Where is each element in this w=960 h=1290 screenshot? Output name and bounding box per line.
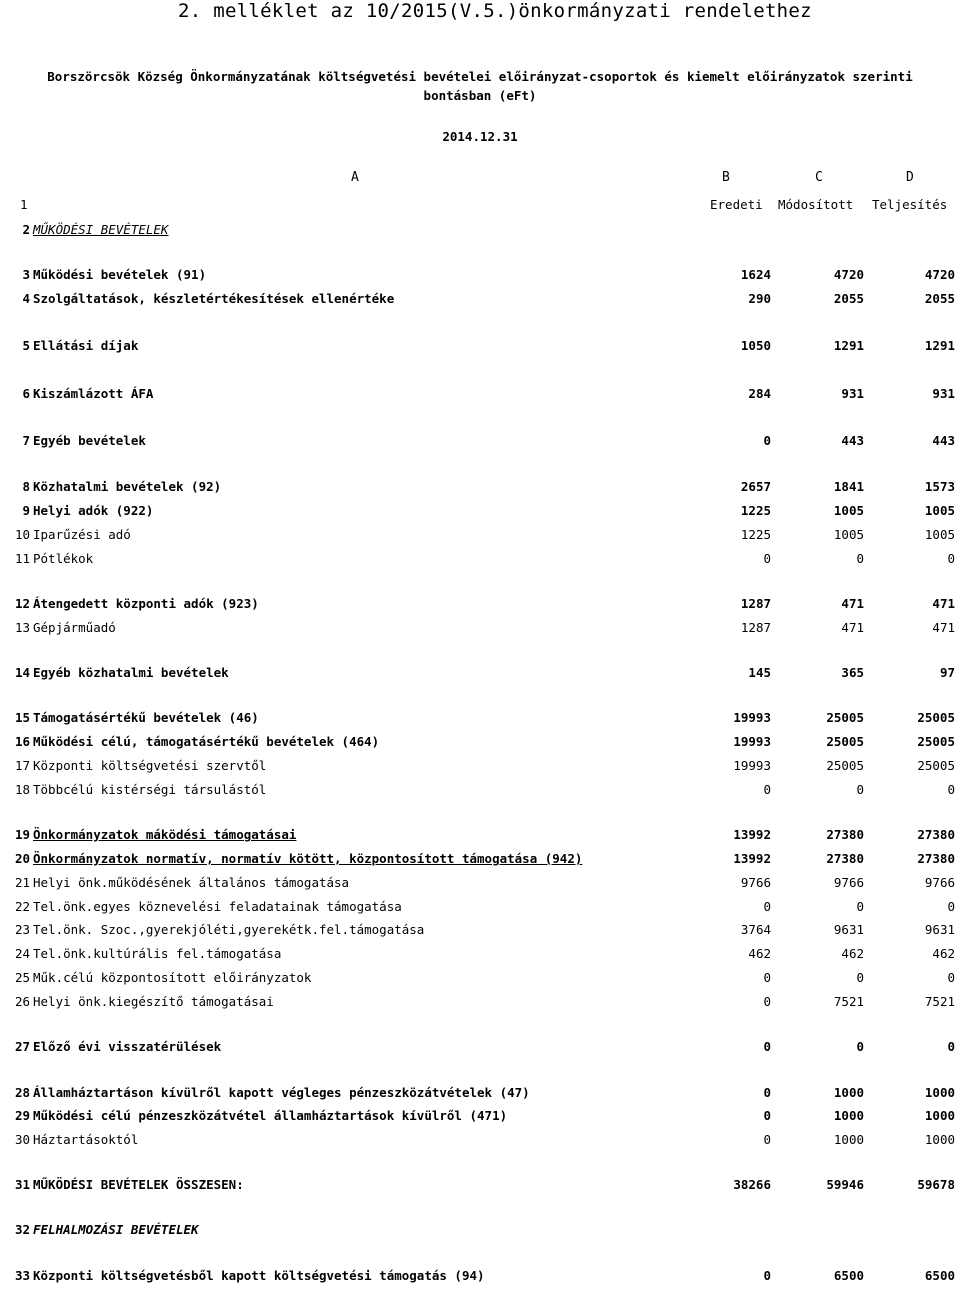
- row-number: 29: [14, 1108, 30, 1123]
- row-number: 16: [14, 734, 30, 749]
- value-original: 1287: [740, 620, 771, 635]
- value-modified: 365: [841, 665, 864, 680]
- row-label: Előző évi visszatérülések: [33, 1039, 222, 1054]
- value-original: 1624: [740, 267, 771, 282]
- value-original: 0: [763, 994, 771, 1009]
- value-modified: 1841: [833, 479, 864, 494]
- value-original: 0: [763, 970, 771, 985]
- value-modified: 9631: [833, 922, 864, 937]
- title-line-2: bontásban (eFt): [423, 88, 537, 103]
- row-label: FELHALMOZÁSI BEVÉTELEK: [33, 1222, 199, 1237]
- table-row: [0, 620, 960, 638]
- value-original: 0: [763, 899, 771, 914]
- value-completion: 9766: [924, 875, 955, 890]
- row-number: 23: [14, 922, 30, 937]
- table-row: [0, 222, 960, 240]
- value-modified: 4720: [833, 267, 864, 282]
- row-number: 7: [22, 433, 30, 448]
- table-row: [0, 1268, 960, 1286]
- value-modified: 443: [841, 433, 864, 448]
- value-original: 1225: [740, 503, 771, 518]
- value-original: 38266: [733, 1177, 771, 1192]
- table-row: [0, 734, 960, 752]
- value-original: 0: [763, 782, 771, 797]
- row-label: Önkormányzatok máködési támogatásai: [33, 827, 297, 842]
- row-number: 24: [14, 946, 30, 961]
- row-number: 15: [14, 710, 30, 725]
- row-number: 31: [14, 1177, 30, 1192]
- row-label: Működési célú pénzeszközátvétel államháztartások kívülről (471): [33, 1108, 508, 1123]
- value-completion: 4720: [924, 267, 955, 282]
- value-original: 0: [763, 551, 771, 566]
- table-row: [0, 479, 960, 497]
- row-number: 19: [14, 827, 30, 842]
- row-number: 22: [14, 899, 30, 914]
- value-modified: 25005: [826, 734, 864, 749]
- value-original: 19993: [733, 710, 771, 725]
- value-completion: 6500: [924, 1268, 955, 1283]
- value-modified: 931: [841, 386, 864, 401]
- value-original: 13992: [733, 851, 771, 866]
- row-label: Egyéb bevételek: [33, 433, 146, 448]
- column-b-header: B: [722, 170, 730, 185]
- value-modified: 7521: [833, 994, 864, 1009]
- value-modified: 0: [856, 551, 864, 566]
- row-number: 20: [14, 851, 30, 866]
- row-label: Ellátási díjak: [33, 338, 139, 353]
- value-original: 0: [763, 1132, 771, 1147]
- column-d-header: D: [906, 170, 914, 185]
- value-completion: 1000: [924, 1108, 955, 1123]
- row-number: 13: [14, 620, 30, 635]
- row-number: 12: [14, 596, 30, 611]
- value-completion: 25005: [917, 710, 955, 725]
- table-row: [0, 291, 960, 309]
- row-label: Kiszámlázott ÁFA: [33, 386, 154, 401]
- value-original: 462: [748, 946, 771, 961]
- value-completion: 59678: [917, 1177, 955, 1192]
- value-original: 1287: [740, 596, 771, 611]
- value-original: 1050: [740, 338, 771, 353]
- value-completion: 1005: [924, 503, 955, 518]
- row-label: MŰKÖDÉSI BEVÉTELEK ÖSSZESEN:: [33, 1177, 244, 1192]
- table-row: [0, 338, 960, 356]
- subheader-original: Eredeti: [710, 197, 763, 212]
- table-row: [0, 1132, 960, 1150]
- value-original: 9766: [740, 875, 771, 890]
- row-label: Támogatásértékű bevételek (46): [33, 710, 259, 725]
- row-number-1: 1: [20, 197, 28, 212]
- value-completion: 1000: [924, 1132, 955, 1147]
- table-row: [0, 1108, 960, 1126]
- value-completion: 1005: [924, 527, 955, 542]
- table-row: [0, 1085, 960, 1103]
- row-number: 9: [22, 503, 30, 518]
- value-original: 290: [748, 291, 771, 306]
- table-row: [0, 527, 960, 545]
- table-row: [0, 1177, 960, 1195]
- row-label: Működési célú, támogatásértékű bevételek (464): [33, 734, 380, 749]
- value-completion: 25005: [917, 758, 955, 773]
- value-modified: 1291: [833, 338, 864, 353]
- value-modified: 6500: [833, 1268, 864, 1283]
- table-row: [0, 875, 960, 893]
- row-number: 6: [22, 386, 30, 401]
- table-row: [0, 922, 960, 940]
- value-modified: 462: [841, 946, 864, 961]
- value-modified: 0: [856, 782, 864, 797]
- row-label: Egyéb közhatalmi bevételek: [33, 665, 229, 680]
- subheader-modified: Módosított: [778, 197, 854, 212]
- row-label: Működési bevételek (91): [33, 267, 207, 282]
- table-row: [0, 946, 960, 964]
- value-completion: 25005: [917, 734, 955, 749]
- value-completion: 27380: [917, 827, 955, 842]
- value-original: 19993: [733, 758, 771, 773]
- row-label: Tel.önk.kultúrális fel.támogatása: [33, 946, 282, 961]
- row-label: Helyi önk.kiegészítő támogatásai: [33, 994, 274, 1009]
- value-completion: 0: [947, 899, 955, 914]
- row-label: Többcélú kistérségi társulástól: [33, 782, 267, 797]
- row-number: 18: [14, 782, 30, 797]
- row-number: 3: [22, 267, 30, 282]
- row-number: 10: [14, 527, 30, 542]
- value-modified: 1000: [833, 1108, 864, 1123]
- row-number: 14: [14, 665, 30, 680]
- value-completion: 2055: [924, 291, 955, 306]
- row-number: 25: [14, 970, 30, 985]
- value-completion: 1291: [924, 338, 955, 353]
- value-completion: 1573: [924, 479, 955, 494]
- table-row: [0, 710, 960, 728]
- row-label: Szolgáltatások, készletértékesítések ellenértéke: [33, 291, 395, 306]
- value-completion: 471: [932, 596, 955, 611]
- value-completion: 97: [939, 665, 955, 680]
- row-number: 26: [14, 994, 30, 1009]
- row-label: Államháztartáson kívülről kapott végleges pénzeszközátvételek (47): [33, 1085, 530, 1100]
- value-completion: 931: [932, 386, 955, 401]
- value-completion: 27380: [917, 851, 955, 866]
- table-row: [0, 782, 960, 800]
- value-modified: 2055: [833, 291, 864, 306]
- value-original: 284: [748, 386, 771, 401]
- row-label: Átengedett központi adók (923): [33, 596, 259, 611]
- value-completion: 443: [932, 433, 955, 448]
- row-label: Gépjárműadó: [33, 620, 116, 635]
- value-completion: 7521: [924, 994, 955, 1009]
- subheader-completion: Teljesítés: [872, 197, 948, 212]
- row-number: 30: [14, 1132, 30, 1147]
- row-number: 21: [14, 875, 30, 890]
- value-original: 3764: [740, 922, 771, 937]
- table-row: [0, 386, 960, 404]
- row-number: 8: [22, 479, 30, 494]
- table-row: [0, 596, 960, 614]
- value-original: 19993: [733, 734, 771, 749]
- table-row: [0, 503, 960, 521]
- row-label: Tel.önk.egyes köznevelési feladatainak támogatása: [33, 899, 402, 914]
- value-modified: 25005: [826, 710, 864, 725]
- row-label: Műk.célú központosított előirányzatok: [33, 970, 312, 985]
- value-original: 145: [748, 665, 771, 680]
- row-label: Tel.önk. Szoc.,gyerekjóléti,gyerekétk.fel.támogatása: [33, 922, 425, 937]
- value-modified: 471: [841, 596, 864, 611]
- row-number: 32: [14, 1222, 30, 1237]
- value-modified: 1005: [833, 527, 864, 542]
- row-label: Központi költségvetési szervtől: [33, 758, 267, 773]
- table-row: [0, 851, 960, 869]
- value-modified: 25005: [826, 758, 864, 773]
- column-a-header: A: [351, 170, 359, 185]
- row-number: 2: [22, 222, 30, 237]
- table-row: [0, 551, 960, 569]
- value-completion: 1000: [924, 1085, 955, 1100]
- document-title: [0, 67, 960, 105]
- row-label: Háztartásoktól: [33, 1132, 139, 1147]
- row-label: Iparűzési adó: [33, 527, 131, 542]
- row-label: Pótlékok: [33, 551, 94, 566]
- table-row: [0, 994, 960, 1012]
- value-completion: 0: [947, 970, 955, 985]
- value-original: 13992: [733, 827, 771, 842]
- row-label: Közhatalmi bevételek (92): [33, 479, 222, 494]
- annex-header: 2. melléklet az 10/2015(V.5.)önkormányzati rendelethez: [178, 0, 812, 22]
- value-completion: 0: [947, 782, 955, 797]
- value-modified: 1005: [833, 503, 864, 518]
- table-row: [0, 970, 960, 988]
- row-label: Központi költségvetésből kapott költségvetési támogatás (94): [33, 1268, 485, 1283]
- value-modified: 471: [841, 620, 864, 635]
- value-completion: 0: [947, 1039, 955, 1054]
- value-modified: 27380: [826, 851, 864, 866]
- row-number: 4: [22, 291, 30, 306]
- table-row: [0, 758, 960, 776]
- table-row: [0, 665, 960, 683]
- table-row: [0, 267, 960, 285]
- value-completion: 471: [932, 620, 955, 635]
- row-number: 33: [14, 1268, 30, 1283]
- table-row: [0, 1039, 960, 1057]
- value-modified: 0: [856, 1039, 864, 1054]
- value-modified: 0: [856, 970, 864, 985]
- value-original: 0: [763, 433, 771, 448]
- value-modified: 0: [856, 899, 864, 914]
- value-modified: 1000: [833, 1132, 864, 1147]
- value-original: 0: [763, 1108, 771, 1123]
- value-modified: 1000: [833, 1085, 864, 1100]
- value-original: 0: [763, 1039, 771, 1054]
- table-row: [0, 827, 960, 845]
- value-original: 0: [763, 1085, 771, 1100]
- title-line-1: Borszörcsök Község Önkormányzatának költségvetési bevételei előirányzat-csoportok és kiemelt előirányzatok szerinti: [47, 69, 913, 84]
- value-modified: 27380: [826, 827, 864, 842]
- value-original: 0: [763, 1268, 771, 1283]
- value-completion: 0: [947, 551, 955, 566]
- report-date: 2014.12.31: [442, 129, 518, 144]
- value-modified: 9766: [833, 875, 864, 890]
- row-number: 11: [14, 551, 30, 566]
- value-modified: 59946: [826, 1177, 864, 1192]
- row-label: Helyi adók (922): [33, 503, 154, 518]
- row-label: MŰKÖDÉSI BEVÉTELEK: [33, 222, 169, 237]
- row-number: 27: [14, 1039, 30, 1054]
- row-number: 28: [14, 1085, 30, 1100]
- value-completion: 9631: [924, 922, 955, 937]
- value-completion: 462: [932, 946, 955, 961]
- row-label: Önkormányzatok normatív, normatív kötött, központosított támogatása (942): [33, 851, 583, 866]
- row-label: Helyi önk.működésének általános támogatása: [33, 875, 350, 890]
- value-original: 1225: [740, 527, 771, 542]
- column-c-header: C: [815, 170, 823, 185]
- row-number: 5: [22, 338, 30, 353]
- table-row: [0, 433, 960, 451]
- table-row: [0, 1222, 960, 1240]
- row-number: 17: [14, 758, 30, 773]
- value-original: 2657: [740, 479, 771, 494]
- table-row: [0, 899, 960, 917]
